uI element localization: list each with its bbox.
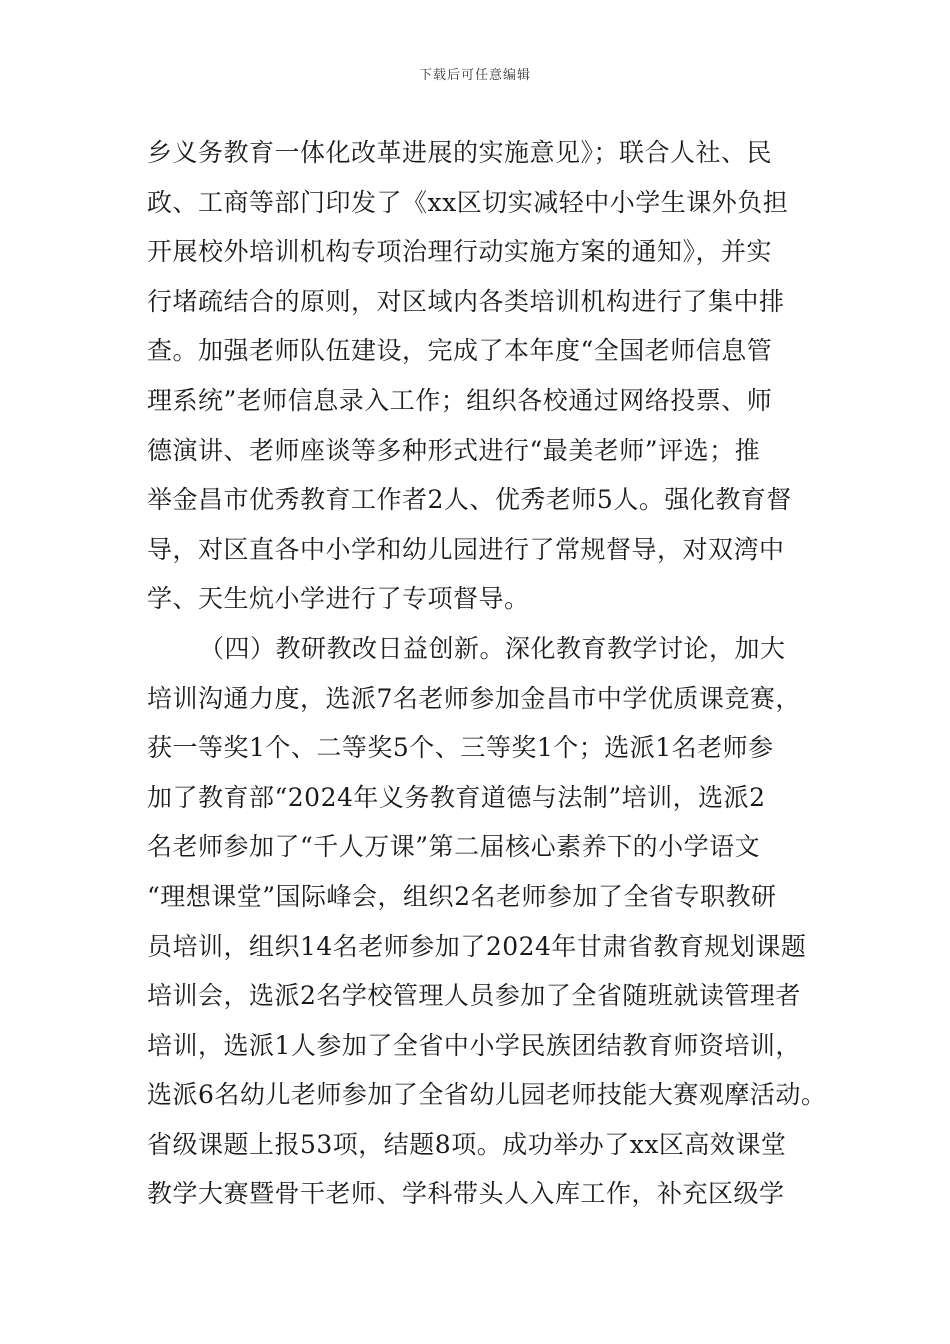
text-line: 培训沟通力度，选派7名老师参加金昌市中学优质课竞赛， [147,683,801,713]
text-line: 理系统”老师信息录入工作；组织各校通过网络投票、师 [147,385,773,415]
text-line: 查。加强老师队伍建设，完成了本年度“全国老师信息管 [147,336,773,366]
text-line: 获一等奖1个、二等奖5个、三等奖1个；选派1名老师参 [147,733,774,763]
text-line: 加了教育部“2024年义务教育道德与法制”培训，选派2 [147,782,766,812]
text-line: “理想课堂”国际峰会，组织2名老师参加了全省专职教研 [147,881,777,911]
section-heading-line: （四）教研教改日益创新。深化教育教学讨论，加大 [199,633,786,663]
text-line: 举金昌市优秀教育工作者2人、优秀老师5人。强化教育督 [147,485,792,515]
page-header: 下载后可任意编辑 [418,68,531,83]
document-body [147,128,827,1219]
text-line: 导，对区直各中小学和幼儿园进行了常规督导，对双湾中 [147,534,785,564]
text-line: 名老师参加了“千人万课”第二届核心素养下的小学语文 [147,832,761,862]
text-line: 培训会，选派2名学校管理人员参加了全省随班就读管理者 [147,981,801,1011]
text-line: 教学大赛暨骨干老师、学科带头人入库工作，补充区级学 [147,1179,785,1209]
text-line: 培训，选派1人参加了全省中小学民族团结教育师资培训， [147,1030,801,1060]
text-line: 德演讲、老师座谈等多种形式进行“最美老师”评选；推 [147,435,761,465]
text-line: 省级课题上报53项，结题8项。成功举办了xx区高效课堂 [147,1129,787,1159]
text-line: 学、天生炕小学进行了专项督导。 [147,584,530,614]
text-line: 选派6名幼儿老师参加了全省幼儿园老师技能大赛观摩活动。 [147,1080,827,1110]
text-line: 政、工商等部门印发了《xx区切实减轻中小学生课外负担 [147,187,789,217]
text-line: 员培训，组织14名老师参加了2024年甘肃省教育规划课题 [147,931,807,961]
text-line: 行堵疏结合的原则，对区域内各类培训机构进行了集中排 [147,286,785,316]
text-line: 乡义务教育一体化改革进展的实施意见》；联合人社、民 [147,138,773,167]
text-line: 开展校外培训机构专项治理行动实施方案的通知》，并实 [147,237,773,267]
